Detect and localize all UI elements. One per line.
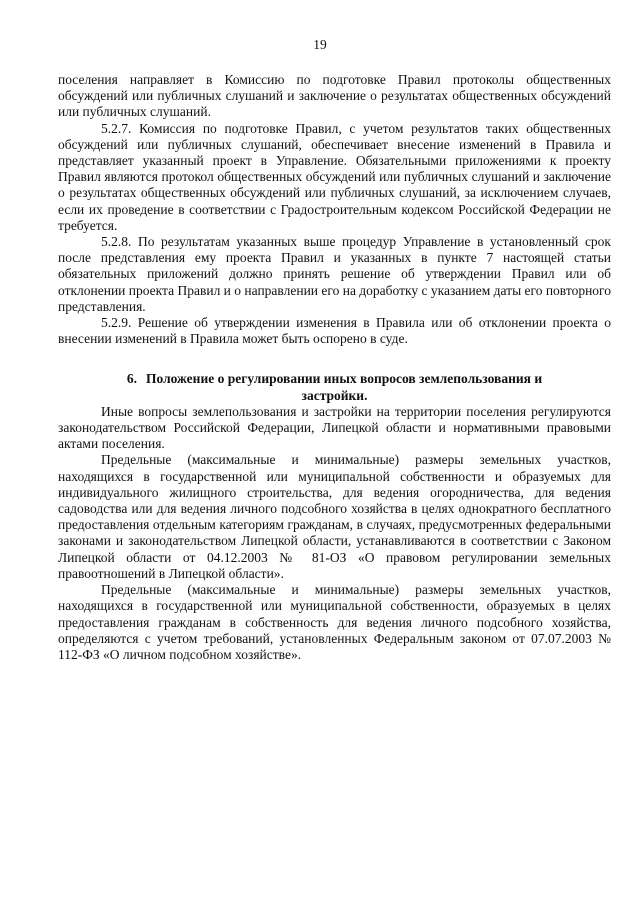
section-title: Положение о регулировании иных вопросов землепользования и застройки. <box>146 371 543 403</box>
document-body <box>58 72 611 663</box>
section-heading <box>58 371 611 403</box>
paragraph-continuation: поселения направляет в Комиссию по подготовке Правил протоколы общественных обсуждений или публичных слушаний и заключение о результатах общественных обсуждений или публичных слушаний. <box>58 72 611 120</box>
paragraph-plot-sizes-free: Предельные (максимальные и минимальные) размеры земельных участков, находящихся в государственной или муниципальной собственности и образуемых для индивидуального жилищного строительства, для ведения огородничества, для ведения садоводства или для ведения личного подсобного хозяйства в целях однократного бесплатного предоставления отдельным категориям гражданам, в случаях, предусмотренных федеральными законами и законодательством Липецкой области, устанавливаются в соответствии с Законом Липецкой области от 04.12.2003 № 81-ОЗ «О правовом регулировании земельных правоотношений в Липецкой области». <box>58 452 611 581</box>
paragraph-other-issues: Иные вопросы землепользования и застройки на территории поселения регулируются законодательством Российской Федерации, Липецкой области и нормативными правовыми актами поселения. <box>58 403 611 452</box>
paragraph-5-2-9: 5.2.9. Решение об утверждении изменения в Правила или об отклонении проекта о внесении изменений в Правила может быть оспорено в суде. <box>58 315 611 347</box>
paragraph-5-2-7: 5.2.7. Комиссия по подготовке Правил, с учетом результатов таких общественных обсуждений или публичных слушаний, обеспечивает внесение изменений в Правила и представляет указанный проект в Управление. Обязательными приложениями к проекту Правил являются протокол общественных обсуждений или публичных слушаний и заключение о результатах общественных обсуждений или публичных слушаний, за исключением случаев, если их проведение в соответствии с Градостроительным кодексом Российской Федерации не требуется. <box>58 120 611 233</box>
page-number: 19 <box>313 37 327 52</box>
section-number: 6. <box>126 371 137 387</box>
paragraph-plot-sizes-private: Предельные (максимальные и минимальные) размеры земельных участков, находящихся в государственной или муниципальной собственности, образуемых в целях предоставления гражданам в собственность для ведения личного подсобного хозяйства, определяются с учетом требований, установленных Федеральным законом от 07.07.2003 № 112-ФЗ «О личном подсобном хозяйстве». <box>58 582 611 662</box>
paragraph-5-2-8: 5.2.8. По результатам указанных выше процедур Управление в установленный срок после представления ему проекта Правил и указанных в пункте 7 настоящей статьи обязательных приложений должно принять решение об утверждении Правил или об отклонении проекта Правил и о направлении его на доработку с указанием даты его повторного представления. <box>58 234 611 314</box>
